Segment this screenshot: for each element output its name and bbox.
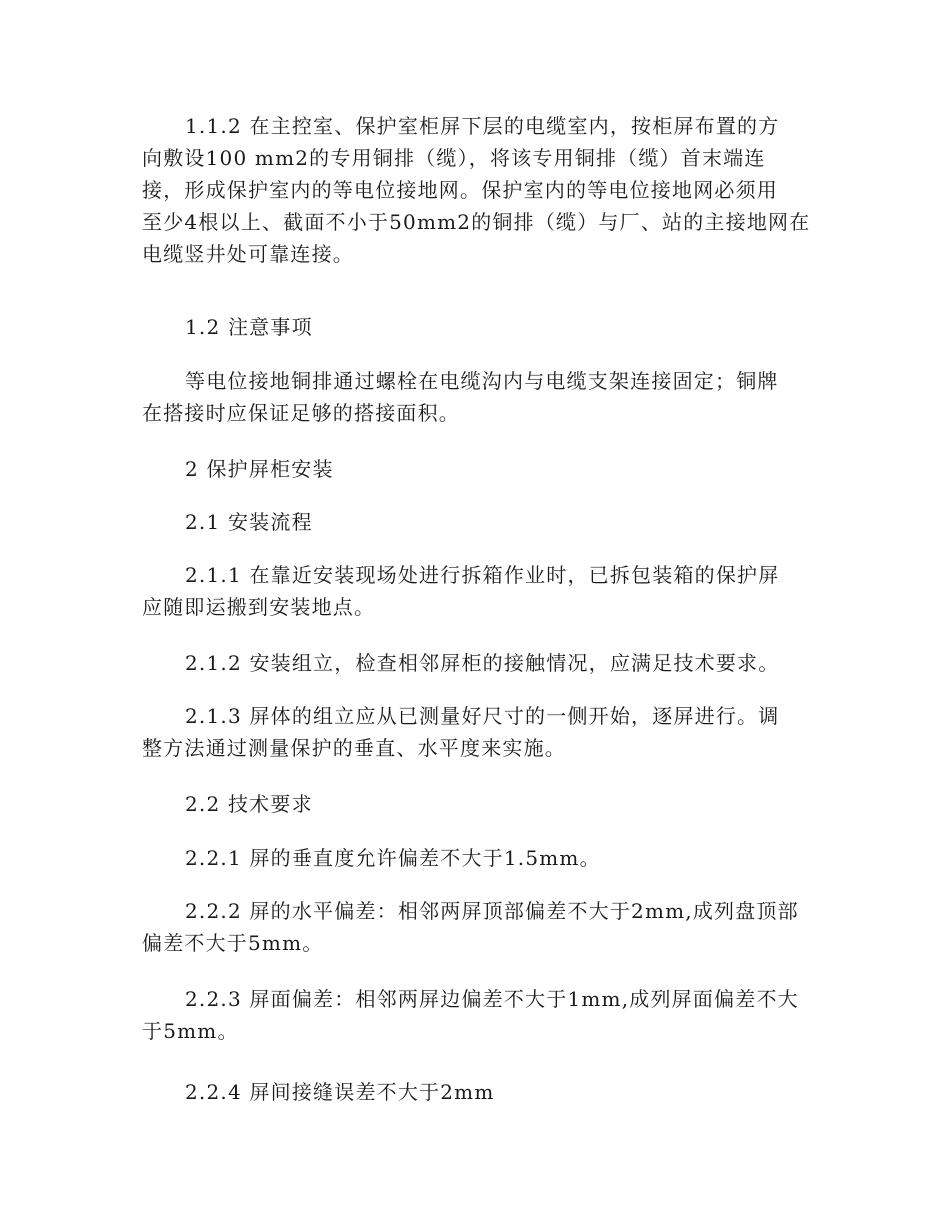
paragraph-2-2-1 — [142, 842, 812, 874]
paragraph-2-2-4 — [142, 1076, 812, 1108]
text-line: 应随即运搬到安装地点。 — [142, 595, 376, 619]
heading-text: 2.1 安装流程 — [185, 510, 313, 534]
text-line: 2.2.4 屏间接缝误差不大于2mm — [185, 1080, 495, 1104]
text-line: 在搭接时应保证足够的搭接面积。 — [142, 401, 460, 425]
paragraph-2-1-2 — [142, 647, 812, 679]
paragraph-equipotential-note — [142, 365, 812, 429]
text-line: 偏差不大于5mm。 — [142, 931, 324, 955]
section-heading-2-1 — [142, 506, 812, 538]
text-line: 2.2.3 屏面偏差：相邻两屏边偏差不大于1mm,成列屏面偏差不大 — [185, 987, 799, 1011]
paragraph-2-1-1 — [142, 559, 812, 623]
text-line: 向敷设100 mm2的专用铜排（缆），将该专用铜排（缆）首末端连 — [142, 146, 766, 170]
text-line: 2.2.1 屏的垂直度允许偏差不大于1.5mm。 — [185, 846, 601, 870]
text-line: 等电位接地铜排通过螺栓在电缆沟内与电缆支架连接固定；铜牌 — [185, 369, 779, 393]
text-line: 1.1.2 在主控室、保护室柜屏下层的电缆室内，按柜屏布置的方 — [185, 114, 780, 138]
text-line: 2.1.3 屏体的组立应从已测量好尺寸的一侧开始，逐屏进行。调 — [185, 704, 780, 728]
section-heading-2-2 — [142, 788, 812, 820]
text-line: 2.2.2 屏的水平偏差：相邻两屏顶部偏差不大于2mm,成列盘顶部 — [185, 899, 799, 923]
paragraph-1-1-2 — [142, 110, 812, 270]
heading-text: 2 保护屏柜安装 — [185, 457, 334, 481]
section-heading-2 — [142, 453, 812, 485]
text-line: 整方法通过测量保护的垂直、水平度来实施。 — [142, 736, 566, 760]
text-line: 于5mm。 — [142, 1019, 239, 1043]
section-heading-1-2 — [142, 311, 812, 343]
text-line: 至少4根以上、截面不小于50mm2的铜排（缆）与厂、站的主接地网在 — [142, 210, 811, 234]
text-line: 2.1.2 安装组立，检查相邻屏柜的接触情况，应满足技术要求。 — [185, 651, 780, 675]
paragraph-2-1-3 — [142, 700, 812, 764]
paragraph-2-2-2 — [142, 895, 812, 959]
text-line: 2.1.1 在靠近安装现场处进行拆箱作业时，已拆包装箱的保护屏 — [185, 563, 780, 587]
text-line: 接，形成保护室内的等电位接地网。保护室内的等电位接地网必须用 — [142, 178, 778, 202]
paragraph-2-2-3 — [142, 983, 812, 1047]
text-line: 电缆竖井处可靠连接。 — [142, 242, 354, 266]
heading-text: 2.2 技术要求 — [185, 792, 313, 816]
heading-text: 1.2 注意事项 — [185, 315, 313, 339]
